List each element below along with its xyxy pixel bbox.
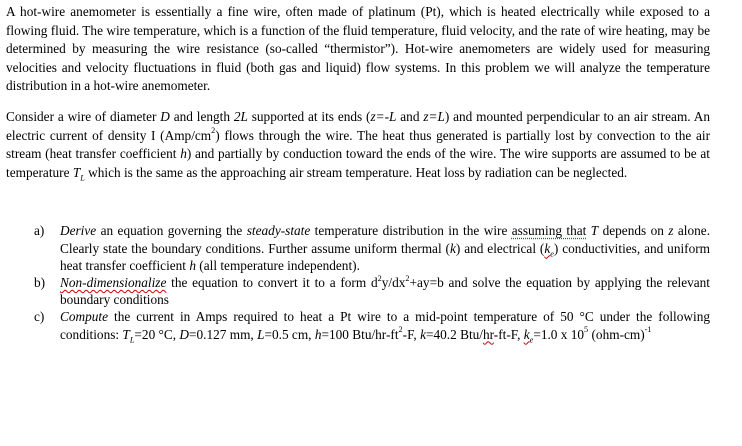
intro-paragraph: A hot-wire anemometer is essentially a fine wire, often made of platinum (Pt), which is heated electrically while exposed to a flowing fluid. The wire temperature, which is a function of the fluid temperature, fluid velocity, and the rate of wire heating, may be determined by measuring the wire resistance (so-called “thermistor”). Hot-wire anemometers are widely used for measuring velocities and velocity fluctuations in fluid (both gas and liquid) flow systems. In this problem we will analyze the temperature distribution in a hot-wire anemometer. xyxy=(6,4,710,94)
question-b: b) Non-dimensionalize the equation to convert it to a form $d^2y/dx^2+ay=b$ and solve the equation by applying the relevant boundary conditions xyxy=(34,273,711,308)
list-marker: a) xyxy=(34,223,45,239)
question-c: c) Compute the current in Amps required to heat a Pt wire to a mid-point temperature of 50 °C under the following conditions: $T_L=20$ °C, D=0.127 mm, L=0.5 cm, h=100 Btu/$hr-ft^2-F$, k=40.2 Btu/hr-ft-F, $k_e=1.0$ x $10^5$ $(ohm-cm)^{-1}$ xyxy=(34,309,710,345)
setup-paragraph: Consider a wire of diameter D and length 2L supported at its ends (z=-L and z=L) and mounted perpendicular to an air stream. An electric current of density I $(Amp/cm^2)$ flows through the wire. The heat thus generated is partially lost by convection to the air stream (heat transfer coefficient h) and partially by conduction toward the ends of the wire. The wire supports are assumed to be at temperature $T_L$ which is the same as the approaching air stream temperature. Heat loss by radiation can be neglected. xyxy=(6,108,711,183)
question-list xyxy=(6,222,711,345)
list-marker: c) xyxy=(34,309,45,325)
list-marker: b) xyxy=(34,274,46,290)
question-a: a) Derive an equation governing the steady-state temperature distribution in the wire assuming that T depends on z alone. Clearly state the boundary conditions. Further assume uniform thermal (k) and electrical $(k_e)$ conductivities, and uniform heat transfer coefficient h (all temperature independent). xyxy=(34,223,711,273)
problem-document xyxy=(6,3,710,343)
